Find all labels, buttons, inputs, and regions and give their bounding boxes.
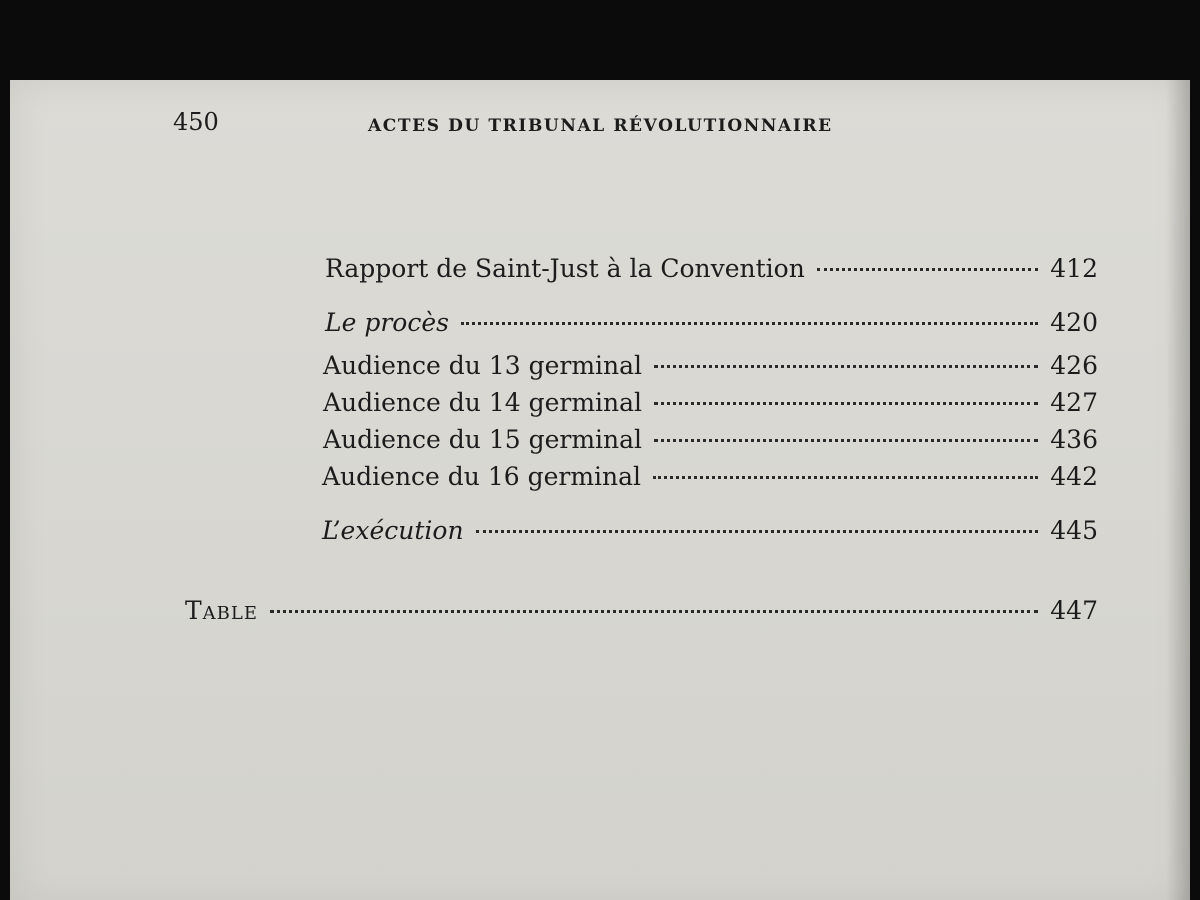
toc-entry-rapport [325,254,1098,290]
toc-entry-label: Audience du 14 germinal [323,388,643,417]
toc-entry-page: 445 [1050,516,1098,545]
page-number: 450 [173,108,219,136]
toc-entry-label: Table [185,596,258,625]
leader-dots [270,610,1038,613]
toc-entry-label: Le procès [325,308,449,337]
toc-entry-page: 426 [1050,351,1098,380]
leader-dots [654,439,1038,442]
toc-entry-audience-13 [323,351,1098,387]
toc-entry-audience-16 [322,462,1098,498]
leader-dots [461,322,1038,325]
toc-entry-page: 436 [1050,425,1098,454]
toc-entry-label: L’exécution [322,516,464,545]
leader-dots [817,268,1038,271]
toc-entry-page: 442 [1050,462,1098,491]
toc-entry-page: 420 [1050,308,1098,337]
toc-entry-label: Audience du 15 germinal [323,425,643,454]
leader-dots [476,530,1039,533]
toc-entry-label: Rapport de Saint-Just à la Convention [325,254,805,283]
running-head: ACTES DU TRIBUNAL RÉVOLUTIONNAIRE [368,116,833,136]
toc-entry-proces [325,308,1098,344]
leader-dots [654,402,1038,405]
leader-dots [653,476,1038,479]
page-edge-shadow [1166,80,1190,900]
toc-entry-audience-15 [323,425,1098,461]
leader-dots [654,365,1038,368]
toc-entry-execution [322,516,1098,552]
toc-entry-audience-14 [323,388,1098,424]
toc-entry-table [185,596,1098,632]
toc-entry-label: Audience du 13 germinal [323,351,643,380]
toc-entry-label: Audience du 16 germinal [322,462,642,491]
toc-entry-page: 412 [1050,254,1098,283]
toc-entry-page: 427 [1050,388,1098,417]
toc-entry-page: 447 [1050,596,1098,625]
